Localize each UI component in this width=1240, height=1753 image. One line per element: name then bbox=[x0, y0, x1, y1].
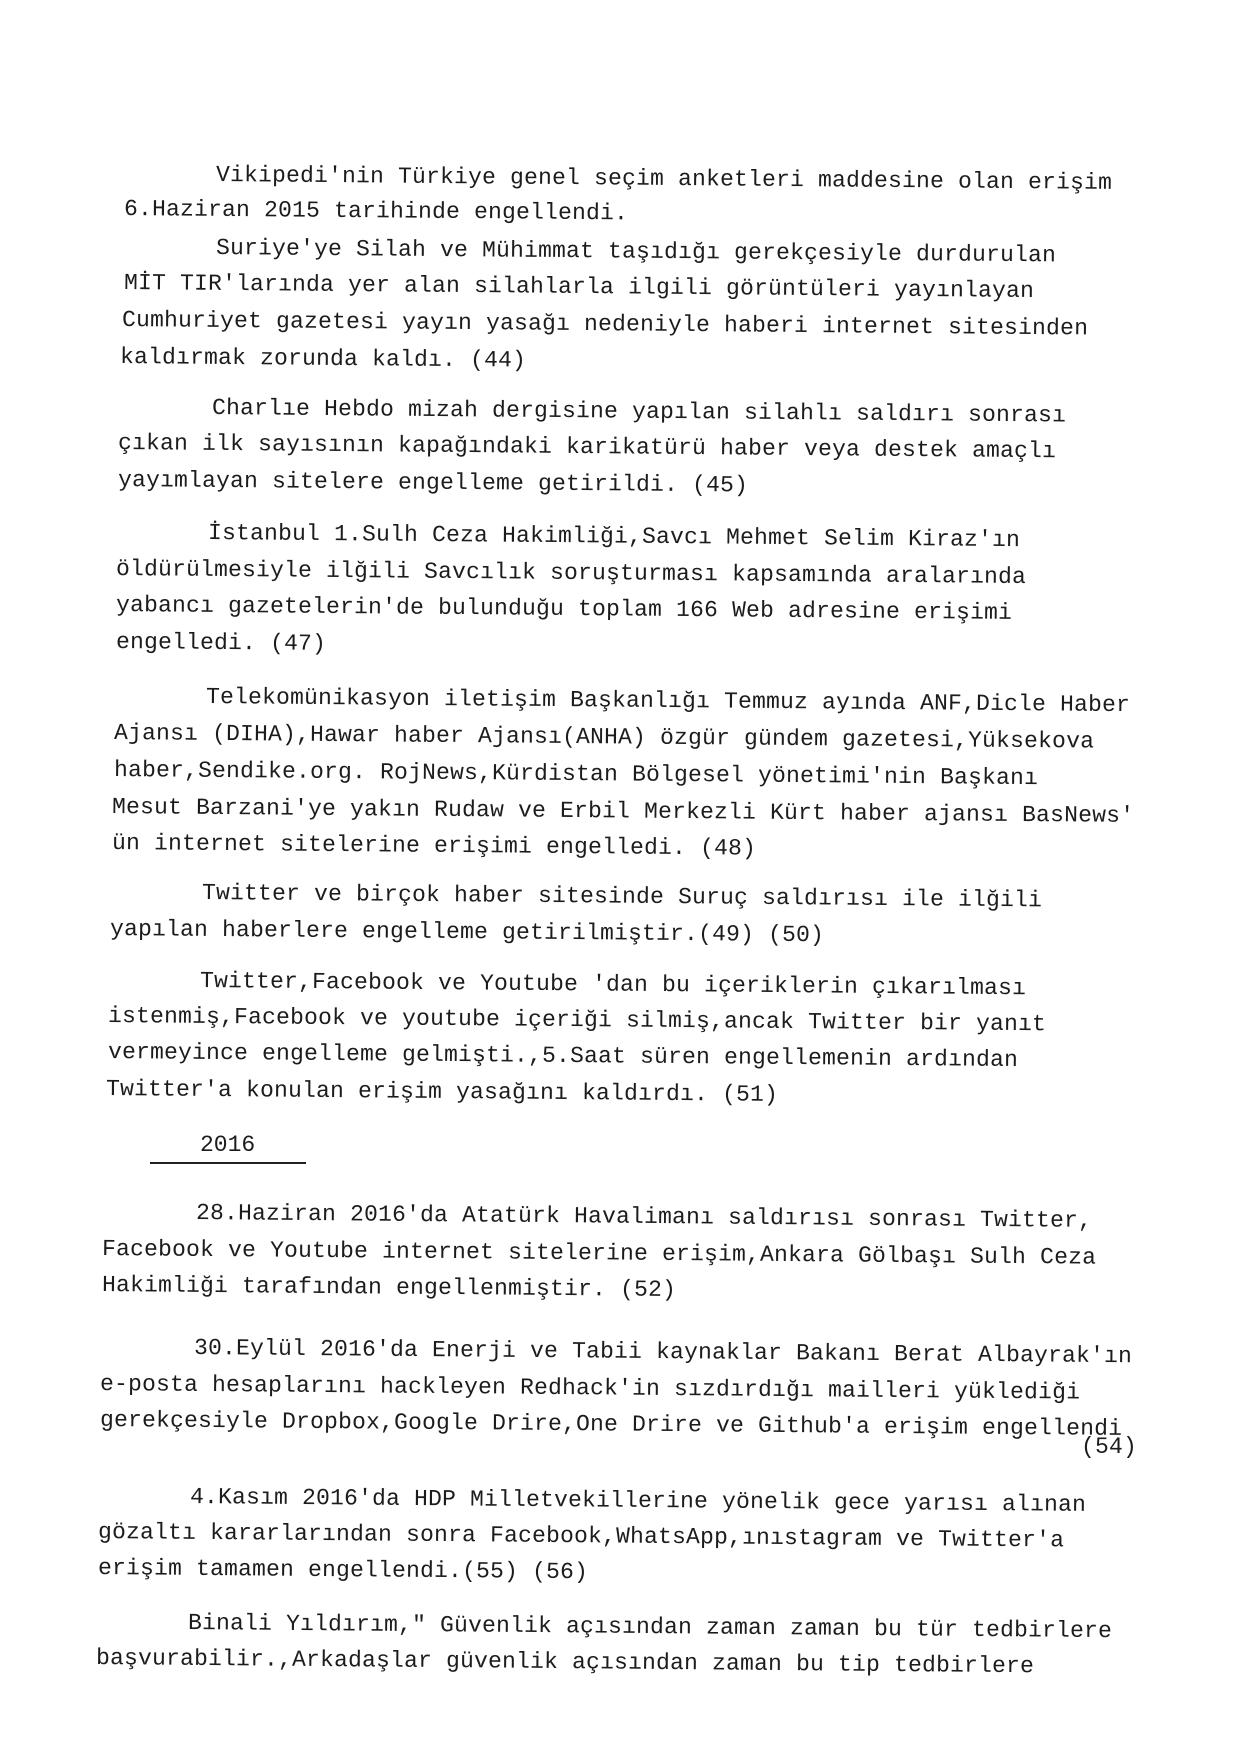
paragraph-3-line-1: Charlıe Hebdo mizah dergisine yapılan silahlı saldırı sonrası bbox=[211, 395, 1067, 429]
paragraph-4-line-4: engelledi. (47) bbox=[115, 629, 327, 657]
paragraph-4-line-2: öldürülmesiyle ilğili Savcılık soruşturması kapsamında aralarında bbox=[115, 556, 1027, 590]
paragraph-5-line-1: Telekomünikasyon iletişim Başkanlığı Temmuz ayında ANF,Dicle Haber bbox=[205, 684, 1131, 719]
paragraph-5-line-2: Ajansı (DIHA),Hawar haber Ajansı(ANHA) özgür gündem gazetesi,Yüksekova bbox=[113, 720, 1095, 755]
paragraph-1-line-2: 6.Haziran 2015 tarihinde engellendi. bbox=[123, 196, 629, 227]
paragraph-11-line-2: başvurabilir.,Arkadaşlar güvenlik açısından zaman bu tip tedbirlere bbox=[95, 1645, 1035, 1680]
paragraph-10-line-1: 4.Kasım 2016'da HDP Milletvekillerine yönelik gece yarısı alınan bbox=[189, 1484, 1087, 1518]
paragraph-2-line-4: kaldırmak zorunda kaldı. (44) bbox=[119, 344, 527, 374]
heading-underline bbox=[150, 1162, 306, 1164]
paragraph-8-line-3: Hakimliği tarafından engellenmiştir. (52) bbox=[101, 1272, 677, 1304]
paragraph-5-line-5: ün internet sitelerine erişimi engelledi. (48) bbox=[111, 830, 757, 862]
paragraph-7-line-2: istenmiş,Facebook ve youtube içeriği silmiş,ancak Twitter bir yanıt bbox=[107, 1003, 1047, 1038]
paragraph-5-line-3: haber,Sendike.org. RojNews,Kürdistan Bölgesel yönetimi'nin Başkanı bbox=[113, 757, 1039, 792]
paragraph-2-line-1: Suriye'ye Silah ve Mühimmat taşıdığı gerekçesiyle durdurulan bbox=[215, 235, 1057, 269]
paragraph-9-line-4: (54) bbox=[1081, 1434, 1138, 1460]
paragraph-9-line-3: gerekçesiyle Dropbox,Google Drire,One Drire ve Github'a erişim engellendi bbox=[99, 1407, 1123, 1442]
paragraph-11-line-1: Binali Yıldırım," Güvenlik açısından zaman zaman bu tür tedbirlere bbox=[187, 1610, 1113, 1645]
paragraph-2-line-3: Cumhuriyet gazetesi yayın yasağı nedeniyle haberi internet sitesinden bbox=[121, 307, 1089, 342]
paragraph-6-line-2: yapılan haberlere engelleme getirilmiştir.(49) (50) bbox=[109, 916, 825, 949]
paragraph-3-line-3: yayımlayan sitelere engelleme getirildi. (45) bbox=[117, 467, 749, 499]
paragraph-4-line-3: yabancı gazetelerin'de bulunduğu toplam 166 Web adresine erişimi bbox=[115, 592, 1013, 626]
paragraph-4-line-1: İstanbul 1.Sulh Ceza Hakimliği,Savcı Mehmet Selim Kiraz'ın bbox=[207, 520, 1021, 554]
paragraph-7-line-4: Twitter'a konulan erişim yasağını kaldırdı. (51) bbox=[105, 1076, 779, 1108]
paragraph-10-line-3: erişim tamamen engellendi.(55) (56) bbox=[97, 1555, 589, 1586]
paragraph-6-line-1: Twitter ve birçok haber sitesinde Suruç saldırısı ile ilğili bbox=[201, 880, 1043, 914]
paragraph-10-line-2: gözaltı kararlarından sonra Facebook,WhatsApp,ınıstagram ve Twitter'a bbox=[97, 1519, 1065, 1554]
section-heading-2016: 2016 bbox=[200, 1132, 256, 1158]
paragraph-7-line-3: vermeyince engelleme gelmişti.,5.Saat süren engellemenin ardından bbox=[107, 1039, 1019, 1073]
paragraph-7-line-1: Twitter,Facebook ve Youtube 'dan bu içeriklerin çıkarılması bbox=[199, 968, 1027, 1002]
paragraph-2-line-2: MİT TIR'larında yer alan silahlarla ilgili görüntüleri yayınlayan bbox=[123, 270, 1035, 304]
paragraph-8-line-2: Facebook ve Youtube internet sitelerine erişim,Ankara Gölbaşı Sulh Ceza bbox=[101, 1236, 1097, 1271]
paragraph-9-line-1: 30.Eylül 2016'da Enerji ve Tabii kaynaklar Bakanı Berat Albayrak'ın bbox=[193, 1335, 1133, 1370]
paragraph-1-line-1: Vikipedi'nin Türkiye genel seçim anketleri maddesine olan erişim bbox=[215, 162, 1113, 196]
paragraph-9-line-2: e-posta hesaplarını hackleyen Redhack'in sızdırdığı mailleri yüklediği bbox=[99, 1371, 1081, 1406]
paragraph-5-line-4: Mesut Barzani'ye yakın Rudaw ve Erbil Merkezli Kürt haber ajansı BasNews' bbox=[111, 794, 1135, 829]
paragraph-3-line-2: çıkan ilk sayısının kapağındaki karikatürü haber veya destek amaçlı bbox=[117, 430, 1057, 465]
paragraph-8-line-1: 28.Haziran 2016'da Atatürk Havalimanı saldırısı sonrası Twitter, bbox=[195, 1200, 1093, 1234]
